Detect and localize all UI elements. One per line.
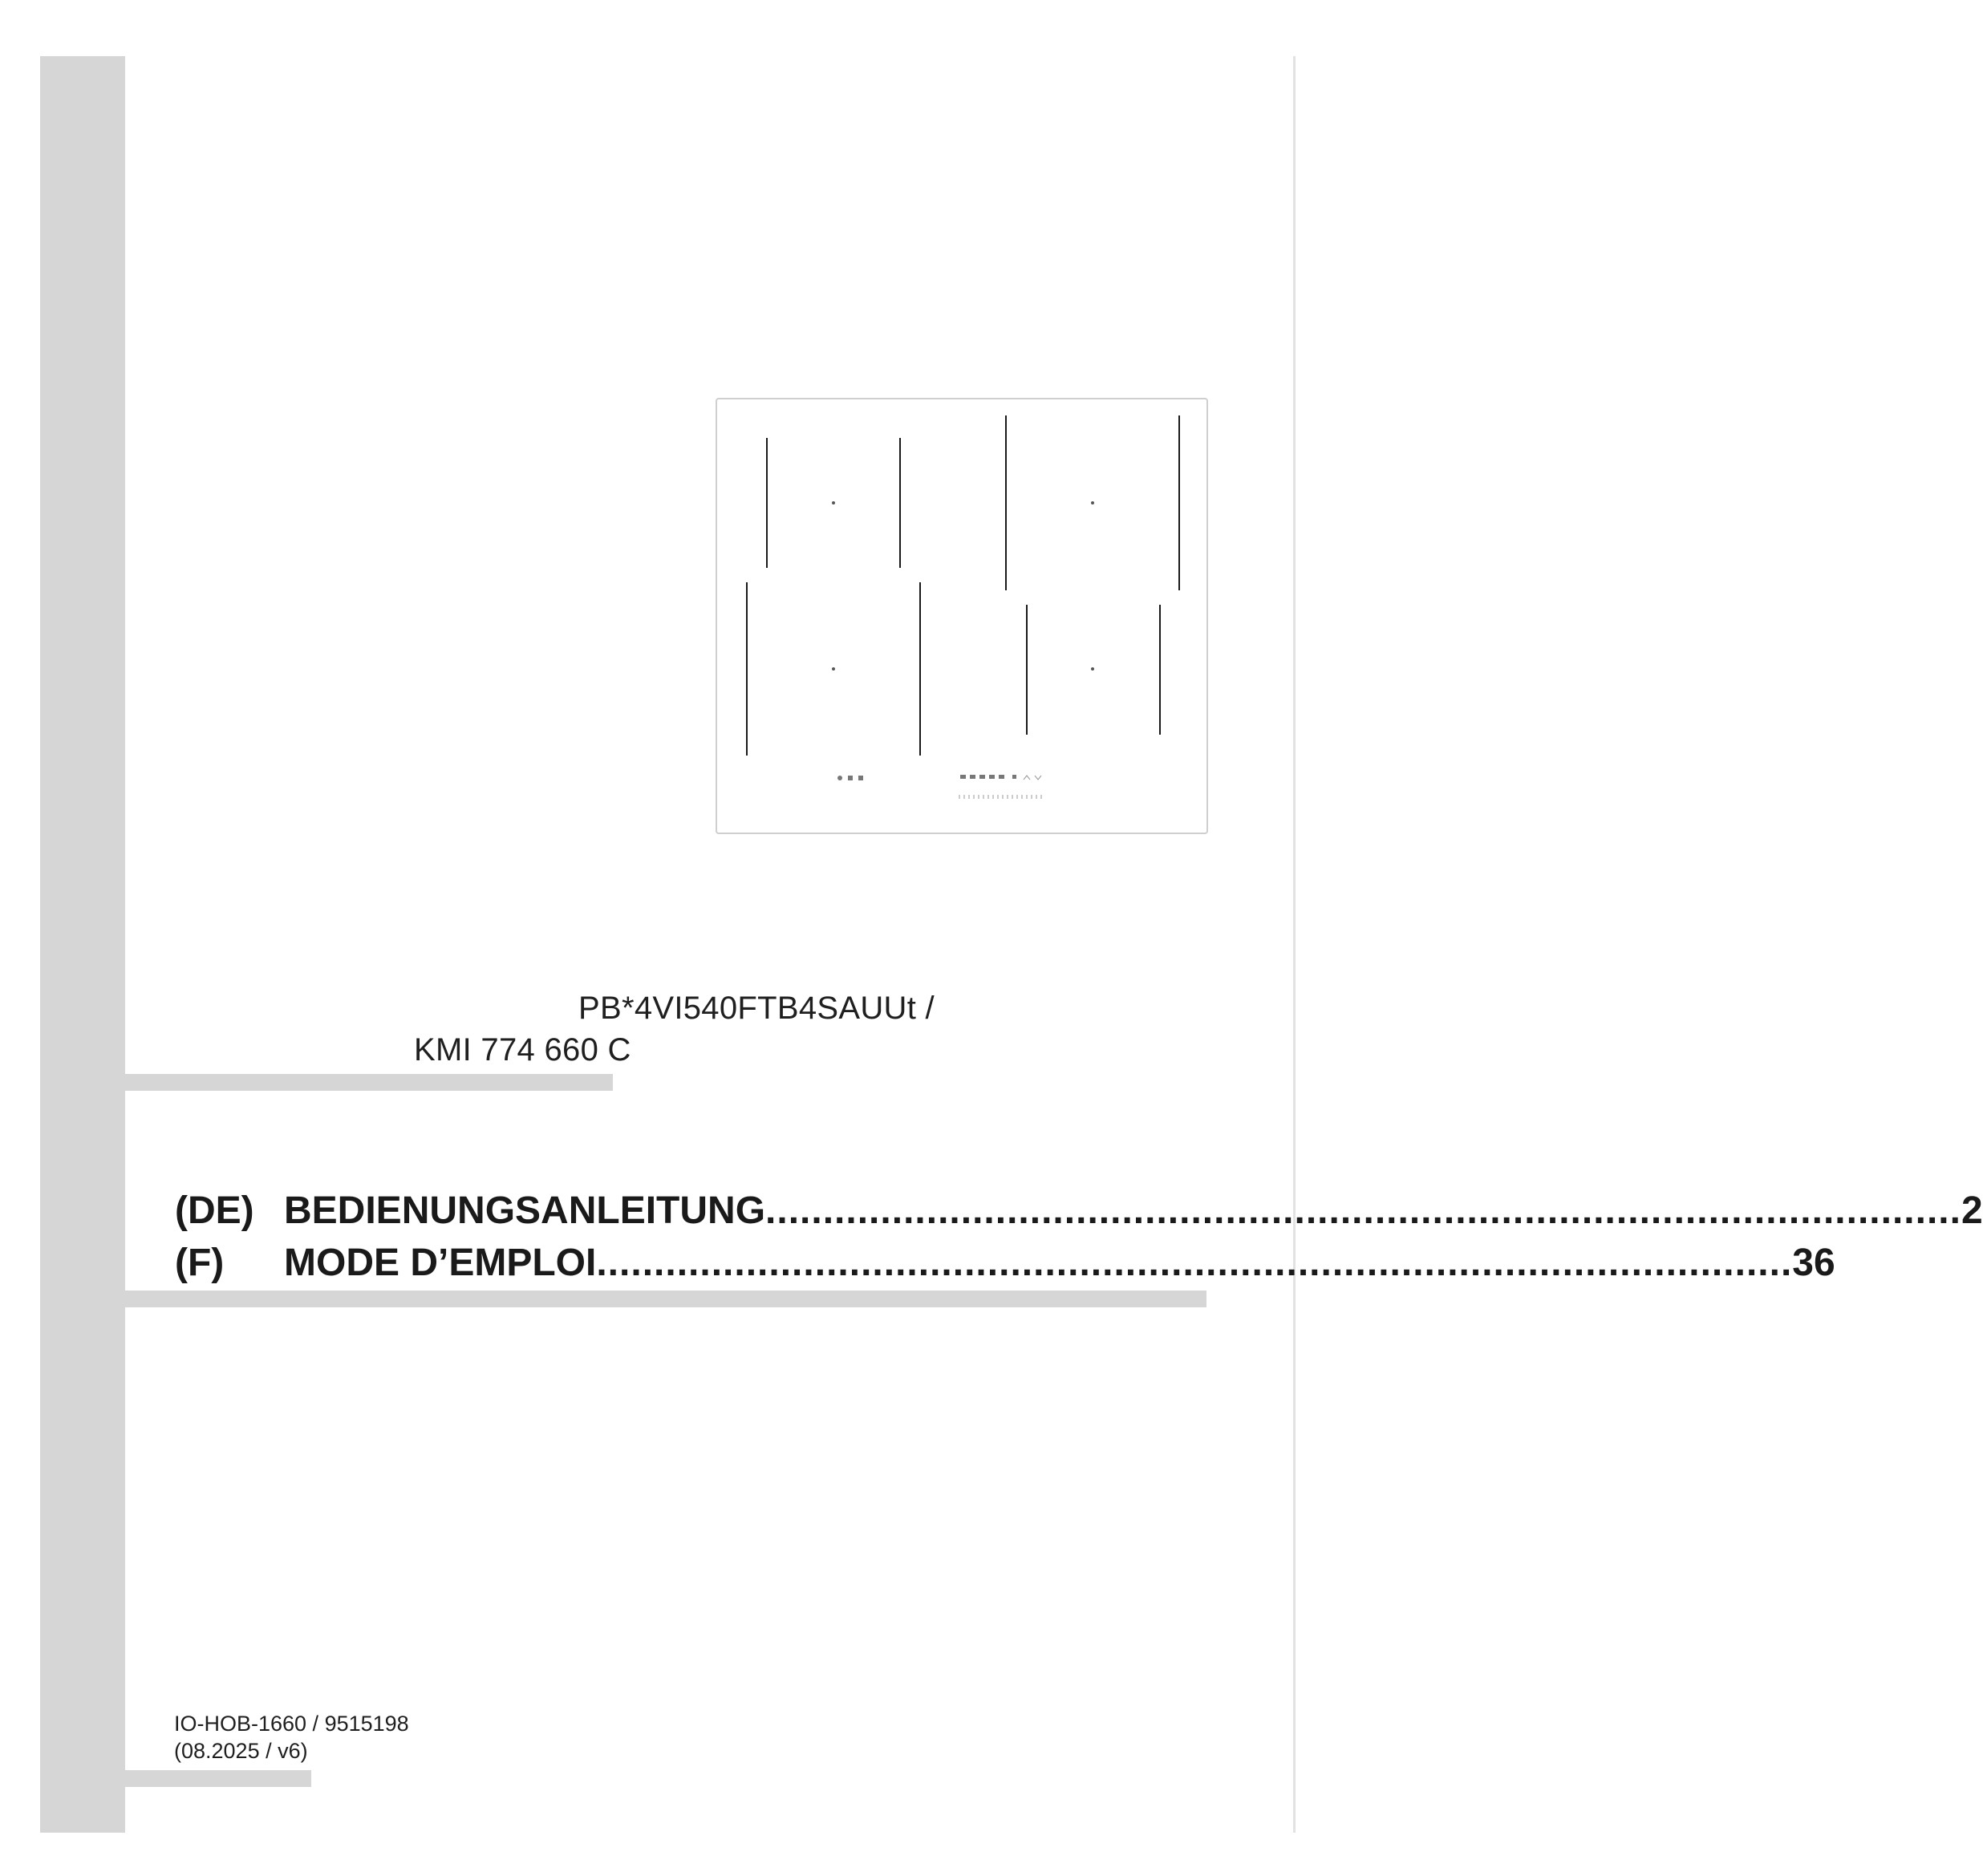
hob-illustration <box>716 398 1208 834</box>
toc-entry-de <box>175 1186 1983 1236</box>
toc-divider-band <box>125 1291 1206 1307</box>
model-number-line-1: PB*4VI540FTB4SAUUt / <box>578 991 935 1026</box>
toc-page-number: 2 <box>1961 1189 1983 1232</box>
left-margin-bar <box>40 56 125 1833</box>
toc-title: BEDIENUNGSANLEITUNG <box>284 1189 766 1232</box>
toc-title: MODE D’EMPLOI <box>284 1242 597 1284</box>
document-code: IO-HOB-1660 / 9515198 <box>174 1712 409 1736</box>
model-number-line-2: KMI 774 660 C <box>414 1032 631 1068</box>
document-version: (08.2025 / v6) <box>174 1739 308 1763</box>
model-divider-band <box>125 1074 613 1091</box>
toc-entry-f <box>175 1238 1835 1288</box>
toc-page-number: 36 <box>1792 1242 1835 1284</box>
toc-language-code: (DE) <box>175 1189 254 1232</box>
toc-leader-dots: ........................................................................................................ <box>596 1242 1793 1284</box>
toc-leader-dots: ........................................................................................................ <box>765 1189 1961 1232</box>
document-id-band <box>125 1770 311 1787</box>
toc-language-code: (F) <box>175 1242 225 1284</box>
hob-drawing <box>717 399 1206 833</box>
right-margin-line <box>1293 56 1296 1833</box>
